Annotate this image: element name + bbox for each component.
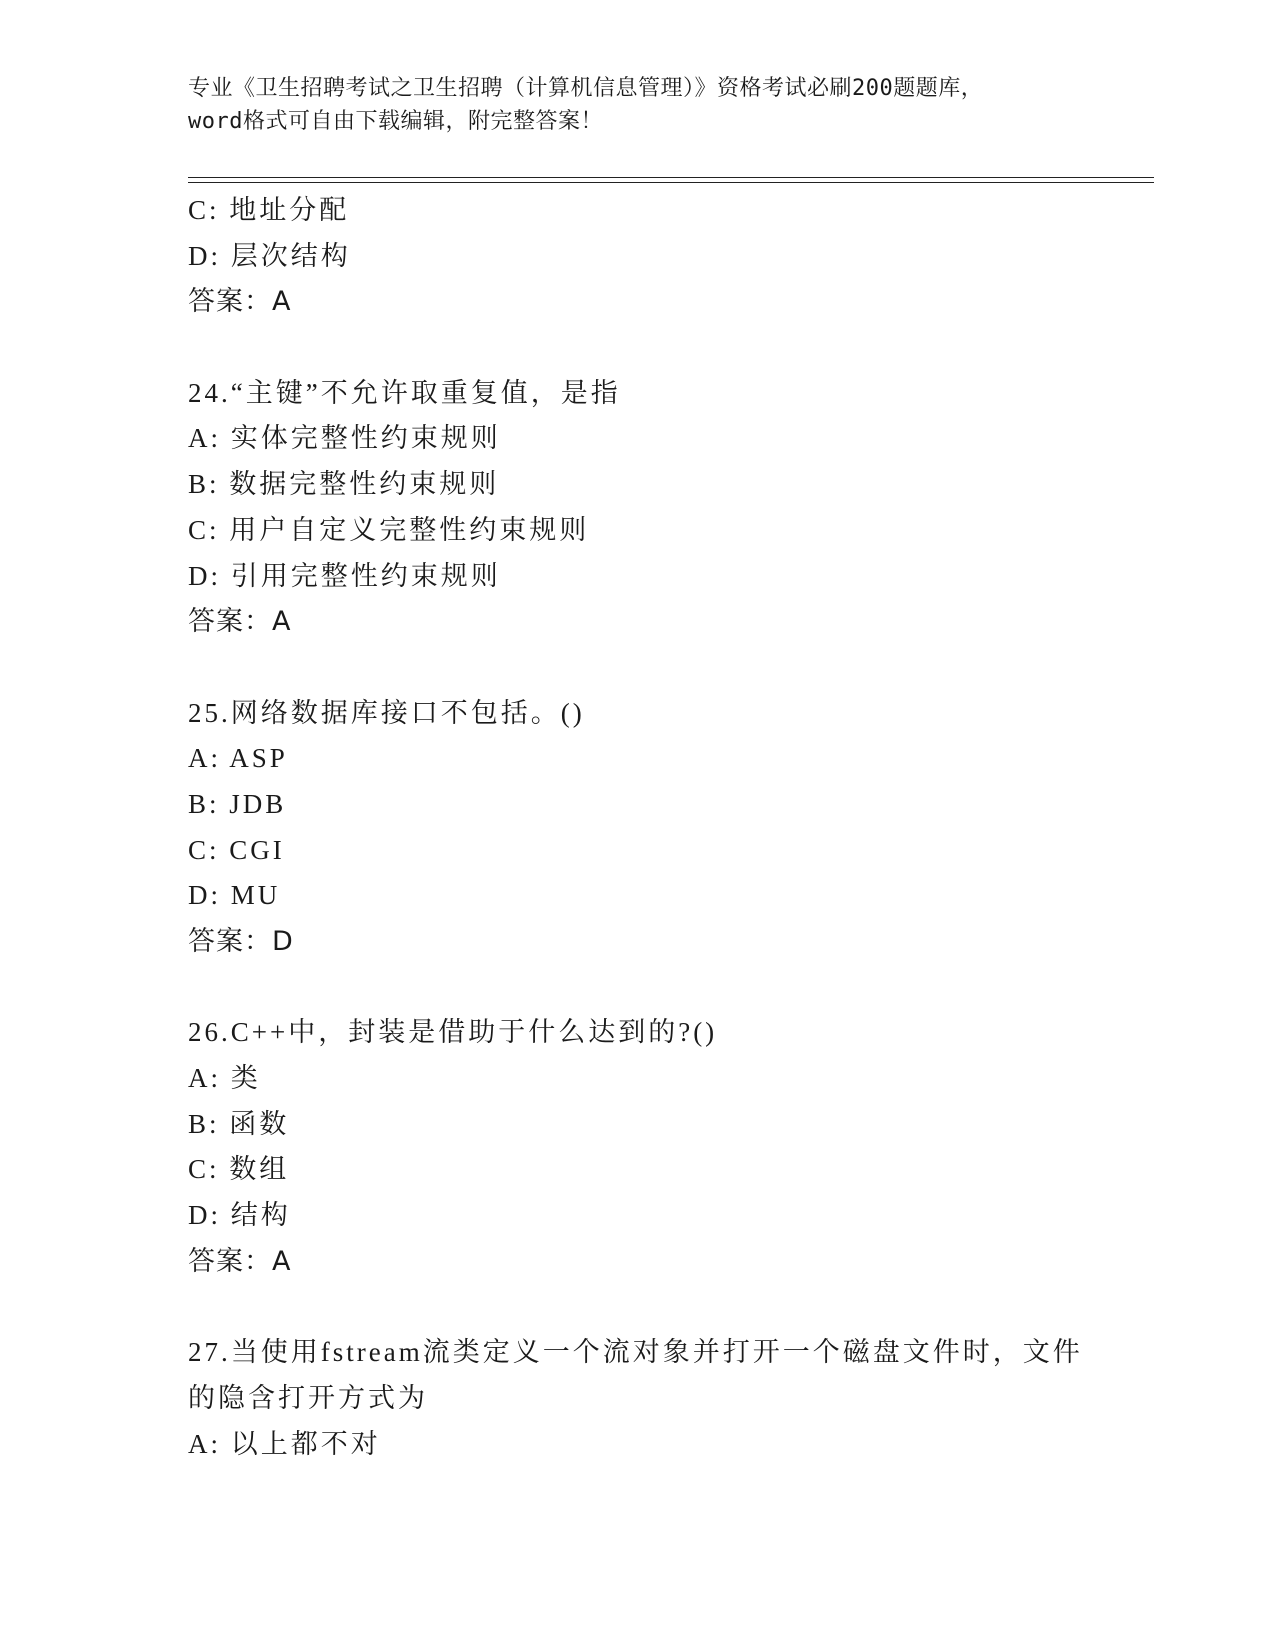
spacer — [188, 325, 1088, 371]
question-stem-continued: 的隐含打开方式为 — [188, 1382, 428, 1413]
question-stem: 26.C++中，封装是借助于什么达到的?() — [188, 1017, 718, 1048]
header-line-2: word格式可自由下载编辑，附完整答案！ — [188, 109, 603, 134]
option-a: A: 实体完整性约束规则 — [188, 423, 501, 454]
question-stem: 25.网络数据库接口不包括。() — [188, 697, 585, 728]
spacer — [188, 965, 1088, 1011]
option-c: C: CGI — [188, 834, 285, 865]
answer-line: 答案：D — [188, 926, 294, 957]
document-header — [188, 72, 1088, 138]
question-content — [188, 188, 1088, 1467]
option-b: B: JDB — [188, 788, 287, 819]
answer-line: 答案：A — [188, 606, 292, 638]
header-line-1: 专业《卫生招聘考试之卫生招聘（计算机信息管理）》资格考试必刷200题题库， — [188, 76, 984, 101]
option-c: C: 用户自定义完整性约束规则 — [188, 514, 590, 545]
spacer — [188, 1285, 1088, 1331]
option-a: A: ASP — [188, 743, 288, 774]
answer-line: 答案：A — [188, 1245, 292, 1277]
question-stem: 24.“主键”不允许取重复值，是指 — [188, 377, 621, 408]
question-stem: 27.当使用fstream流类定义一个流对象并打开一个磁盘文件时，文件 — [188, 1337, 1083, 1368]
spacer — [188, 645, 1088, 691]
option-d: D: 层次结构 — [188, 240, 351, 271]
option-c: C: 数组 — [188, 1154, 290, 1185]
option-d: D: MU — [188, 880, 281, 911]
option-d: D: 引用完整性约束规则 — [188, 560, 501, 591]
answer-line: 答案：A — [188, 286, 292, 318]
option-a: A: 以上都不对 — [188, 1428, 381, 1459]
option-c: C: 地址分配 — [188, 195, 350, 225]
option-d: D: 结构 — [188, 1200, 291, 1231]
option-a: A: 类 — [188, 1063, 261, 1094]
option-b: B: 数据完整性约束规则 — [188, 469, 500, 500]
header-divider-bottom — [188, 182, 1154, 183]
option-b: B: 函数 — [188, 1108, 290, 1139]
header-divider-top — [188, 177, 1154, 178]
